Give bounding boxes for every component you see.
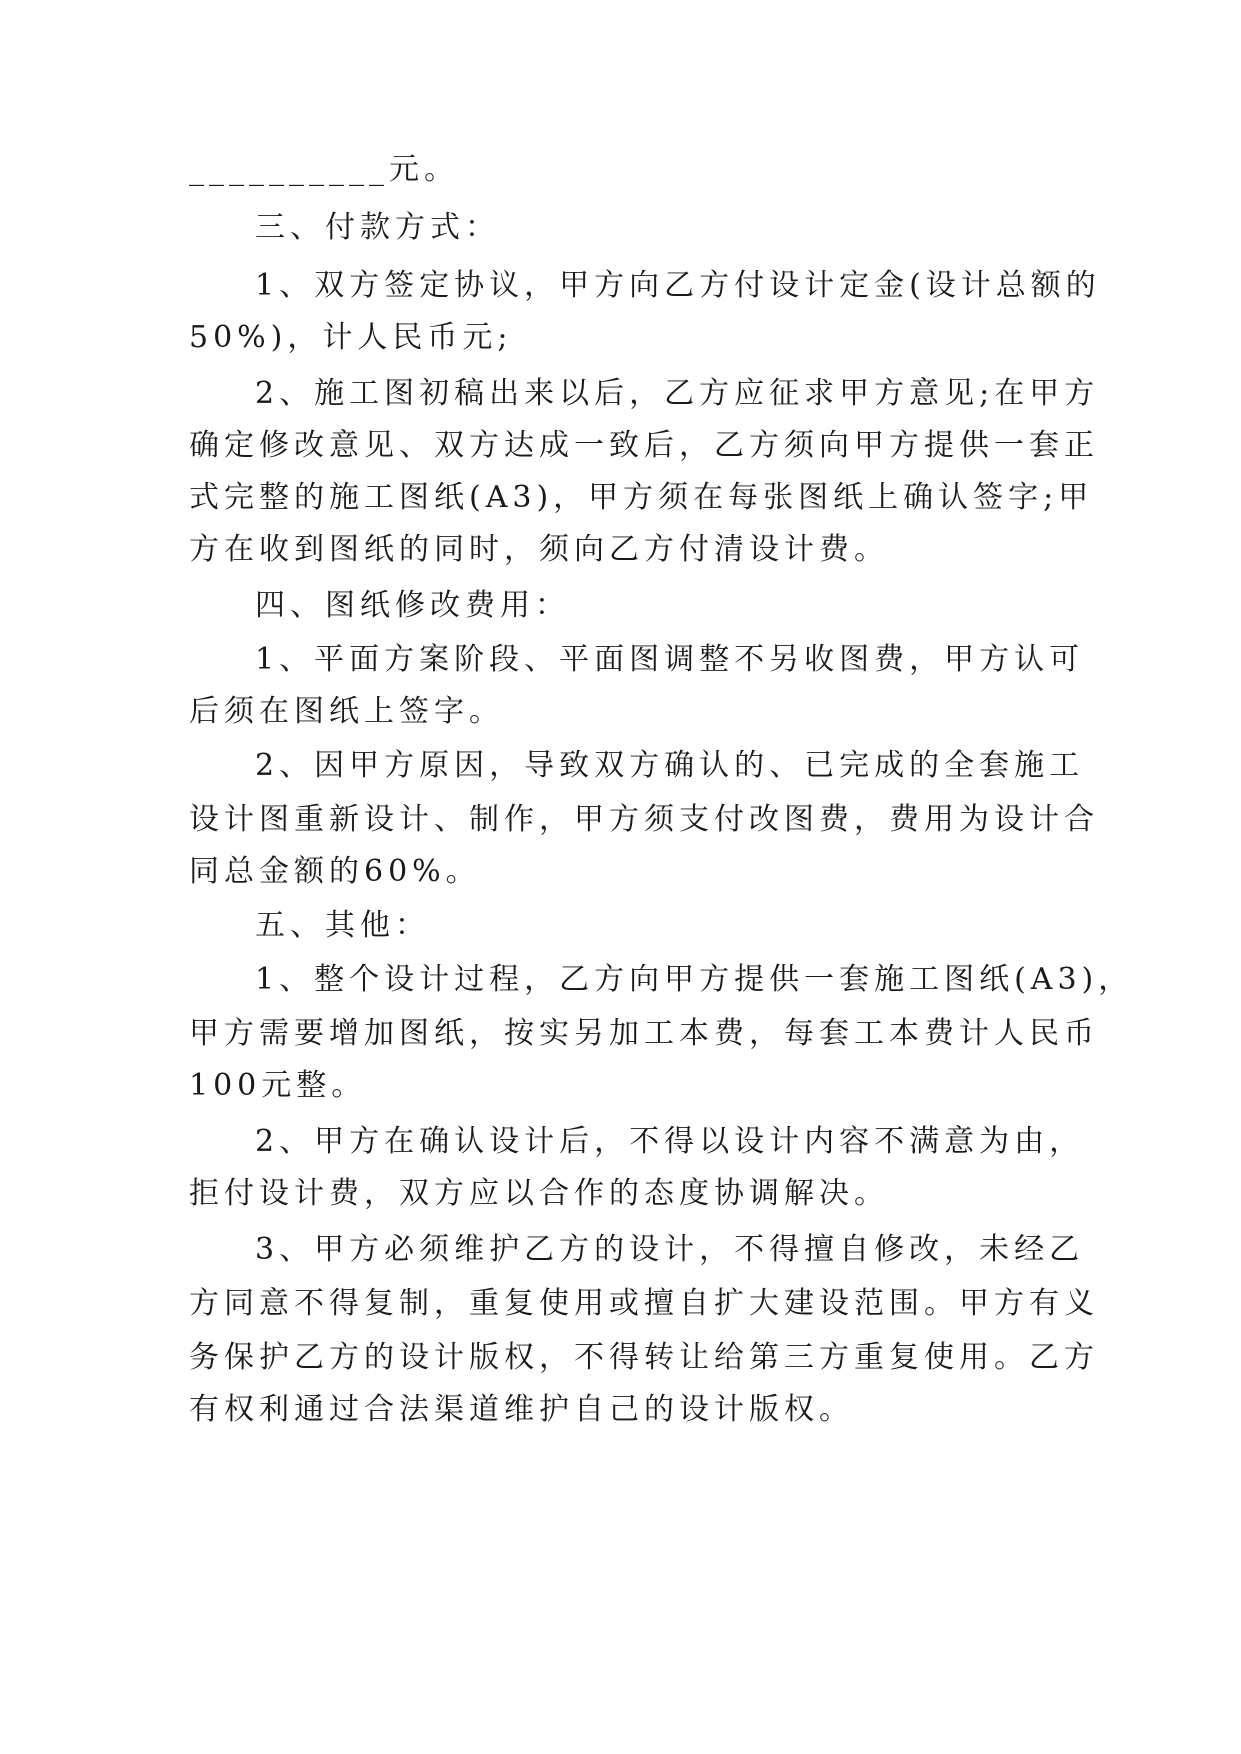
text-line: 设计图重新设计、制作，甲方须支付改图费，费用为设计合 (189, 802, 1099, 837)
text-line: 式完整的施工图纸(A3)，甲方须在每张图纸上确认签字;甲 (189, 480, 1094, 515)
section-heading-revision-fees: 四、图纸修改费用： (255, 588, 570, 623)
text-line: __________元。 (189, 152, 459, 187)
text-line: 100元整。 (189, 1068, 367, 1103)
text-line: 方同意不得复制，重复使用或擅自扩大建设范围。甲方有义 (189, 1286, 1099, 1321)
text-line: 有权利通过合法渠道维护自己的设计版权。 (189, 1392, 854, 1427)
text-line: 确定修改意见、双方达成一致后，乙方须向甲方提供一套正 (189, 428, 1099, 463)
text-line: 50%)，计人民币元; (189, 320, 513, 355)
text-line: 1、双方签定协议，甲方向乙方付设计定金(设计总额的 (255, 268, 1101, 303)
text-line: 务保护乙方的设计版权，不得转让给第三方重复使用。乙方 (189, 1340, 1099, 1375)
text-line: 拒付设计费，双方应以合作的态度协调解决。 (189, 1176, 889, 1211)
text-line: 1、整个设计过程，乙方向甲方提供一套施工图纸(A3)， (255, 962, 1134, 997)
section-heading-other: 五、其他： (255, 908, 430, 943)
text-line: 2、甲方在确认设计后，不得以设计内容不满意为由， (255, 1124, 1085, 1159)
section-heading-payment: 三、付款方式： (255, 210, 500, 245)
text-line: 后须在图纸上签字。 (189, 694, 504, 729)
text-line: 3、甲方必须维护乙方的设计，不得擅自修改，未经乙 (255, 1232, 1085, 1267)
text-line: 1、平面方案阶段、平面图调整不另收图费，甲方认可 (255, 642, 1085, 677)
text-line: 2、施工图初稿出来以后，乙方应征求甲方意见;在甲方 (255, 376, 1100, 411)
text-line: 同总金额的60%。 (189, 854, 481, 889)
text-line: 方在收到图纸的同时，须向乙方付清设计费。 (189, 532, 889, 567)
text-line: 甲方需要增加图纸，按实另加工本费，每套工本费计人民币 (189, 1016, 1099, 1051)
text-line: 2、因甲方原因，导致双方确认的、已完成的全套施工 (255, 748, 1085, 783)
